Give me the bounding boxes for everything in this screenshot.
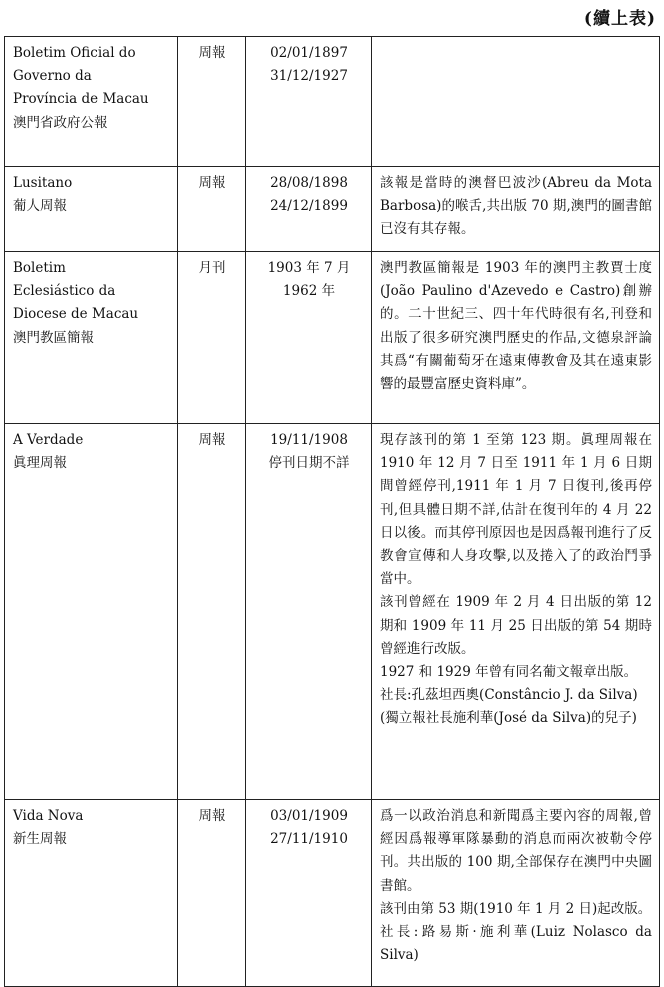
frequency-cell xyxy=(178,424,246,800)
dates-cell xyxy=(246,167,372,252)
note-paragraph: 社長:孔茲坦西奧(Constâncio J. da Silva) xyxy=(380,687,638,704)
start-date: 28/08/1898 xyxy=(270,175,348,191)
title-line: 眞理周報 xyxy=(13,455,67,472)
notes-cell xyxy=(372,252,660,424)
note-paragraph: (獨立報社長施利華(José da Silva)的兒子) xyxy=(380,710,637,727)
title-line: 新生周報 xyxy=(13,831,67,848)
title-line: Boletim xyxy=(13,260,66,276)
end-date: 27/11/1910 xyxy=(270,831,348,848)
dates-cell xyxy=(246,800,372,987)
title-line: Lusitano xyxy=(13,175,73,191)
title-line: Eclesiástico da xyxy=(13,283,116,300)
frequency: 周報 xyxy=(198,45,226,61)
start-date: 03/01/1909 xyxy=(270,808,348,824)
end-date: 24/12/1899 xyxy=(270,198,348,215)
title-cell xyxy=(5,252,178,424)
frequency-cell xyxy=(178,37,246,167)
frequency: 周報 xyxy=(198,175,226,191)
dates-cell xyxy=(246,424,372,800)
start-date: 19/11/1908 xyxy=(270,432,348,448)
note-paragraph: 該報是當時的澳督巴波沙(Abreu da Mota Barbosa)的喉舌,共出版 70 期,澳門的圖書館已沒有其存報。 xyxy=(380,175,652,238)
notes-cell xyxy=(372,800,660,987)
title-cell xyxy=(5,424,178,800)
title-line: 葡人周報 xyxy=(13,198,67,215)
end-date: 31/12/1927 xyxy=(270,68,348,85)
note-paragraph: 該刊曾經在 1909 年 2 月 4 日出版的第 12 期和 1909 年 11 月 25 日出版的第 54 期時曾經進行改版。 xyxy=(380,594,652,657)
frequency-cell xyxy=(178,167,246,252)
table-row xyxy=(5,424,660,800)
note-paragraph: 1927 和 1929 年曾有同名葡文報章出版。 xyxy=(380,664,638,681)
dates-cell xyxy=(246,252,372,424)
frequency-cell xyxy=(178,800,246,987)
title-line: 澳門教區簡報 xyxy=(13,329,94,346)
table-row xyxy=(5,167,660,252)
start-date: 1903 年 7 月 xyxy=(267,260,351,276)
table-row xyxy=(5,37,660,167)
frequency: 月刊 xyxy=(198,260,226,276)
note-paragraph: 澳門教區簡報是 1903 年的澳門主教賈士度(João Paulino d'Azevedo e Castro)創辦的。二十世紀三、四十年代時很有名,刊登和出版了很多研究澳門歷史的作品,文德泉評論其爲“有關葡萄牙在遠東傳教會及其在遠東影響的最豐富歷史資料庫”。 xyxy=(380,260,652,393)
end-date: 停刊日期不詳 xyxy=(268,455,350,472)
title-cell xyxy=(5,37,178,167)
title-line: Vida Nova xyxy=(13,808,84,824)
note-paragraph: 社長:路易斯·施利華(Luiz Nolasco da Silva) xyxy=(380,924,652,964)
start-date: 02/01/1897 xyxy=(270,45,348,61)
note-paragraph: 該刊由第 53 期(1910 年 1 月 2 日)起改版。 xyxy=(380,900,652,917)
title-line: Boletim Oficial do xyxy=(13,45,136,61)
frequency: 周報 xyxy=(198,808,226,824)
title-cell xyxy=(5,800,178,987)
table-row xyxy=(5,800,660,987)
note-paragraph: 爲一以政治消息和新聞爲主要內容的周報,曾經因爲報導軍隊暴動的消息而兩次被勒令停刊。共出版的 100 期,全部保存在澳門中央圖書館。 xyxy=(380,808,652,894)
title-cell xyxy=(5,167,178,252)
table-row xyxy=(5,252,660,424)
title-line: Província de Macau xyxy=(13,91,149,108)
title-line: Diocese de Macau xyxy=(13,306,139,323)
newspaper-table xyxy=(4,36,660,987)
notes-cell xyxy=(372,167,660,252)
note-paragraph: 現存該刊的第 1 至第 123 期。眞理周報在 1910 年 12 月 7 日至 1911 年 1 月 6 日期間曾經停刊,1911 年 1 月 7 日復刊,後再停刊,但具體日期不詳,估計在復刊年的 4 月 22 日以後。而其停刊原因也是因爲報刊進行了反教會宣傳和人身攻擊,以及捲入了的政治鬥爭當中。 xyxy=(380,432,652,588)
notes-cell xyxy=(372,424,660,800)
dates-cell xyxy=(246,37,372,167)
notes-cell xyxy=(372,37,660,167)
frequency: 周報 xyxy=(198,432,226,448)
frequency-cell xyxy=(178,252,246,424)
title-line: A Verdade xyxy=(13,432,84,448)
continued-label: (續上表) xyxy=(583,9,656,29)
title-line: 澳門省政府公報 xyxy=(13,114,108,131)
end-date: 1962 年 xyxy=(282,283,336,300)
title-line: Governo da xyxy=(13,68,92,85)
